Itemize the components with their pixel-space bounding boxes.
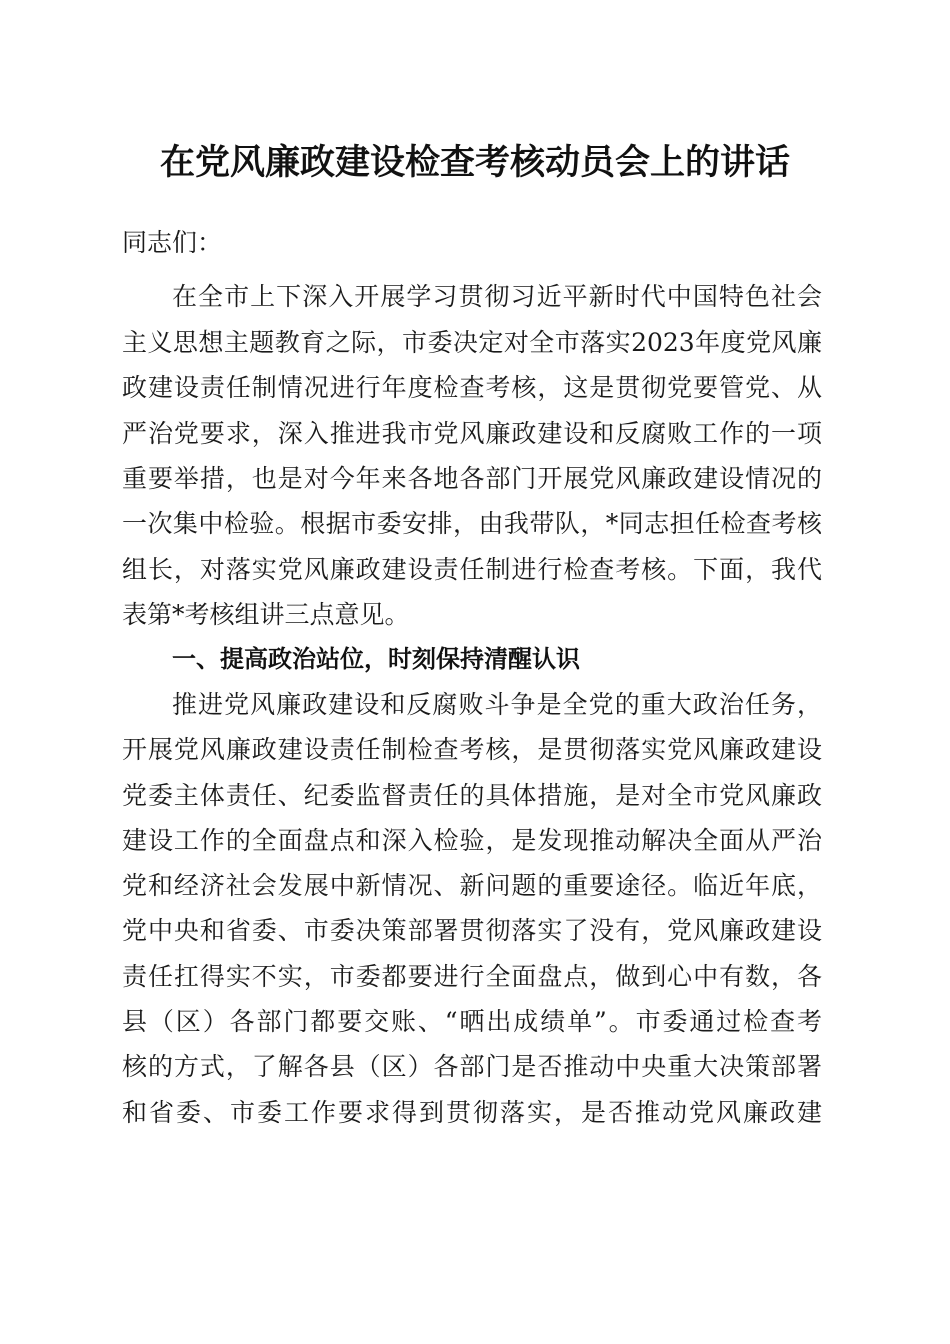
section-line: 党委主体责任、纪委监督责任的具体措施，是对全市党风廉政 — [122, 781, 822, 810]
section-line: 核的方式，了解各县（区）各部门是否推动中央重大决策部署 — [122, 1052, 822, 1081]
paragraph-line: 政建设责任制情况进行年度检查考核，这是贯彻党要管党、从 — [122, 373, 822, 402]
section-line: 开展党风廉政建设责任制检查考核，是贯彻落实党风廉政建设 — [122, 735, 822, 764]
section-line: 建设工作的全面盘点和深入检验，是发现推动解决全面从严治 — [122, 826, 822, 855]
paragraph-line: 组长，对落实党风廉政建设责任制进行检查考核。下面，我代 — [122, 555, 822, 584]
salutation: 同志们： — [122, 228, 223, 257]
section-line: 推进党风廉政建设和反腐败斗争是全党的重大政治任务， — [172, 690, 822, 719]
paragraph-line: 一次集中检验。根据市委安排，由我带队，*同志担任检查考核 — [122, 509, 822, 538]
section-line: 责任扛得实不实，市委都要进行全面盘点，做到心中有数，各 — [122, 962, 822, 991]
document-title: 在党风廉政建设检查考核动员会上的讲话 — [159, 143, 790, 183]
section-line: 和省委、市委工作要求得到贯彻落实，是否推动党风廉政建 — [122, 1098, 822, 1127]
paragraph-line: 主义思想主题教育之际，市委决定对全市落实2023年度党风廉 — [122, 328, 822, 357]
section-heading: 一、提高政治站位，时刻保持清醒认识 — [172, 645, 580, 673]
paragraph-line: 严治党要求，深入推进我市党风廉政建设和反腐败工作的一项 — [122, 419, 822, 448]
paragraph-line: 在全市上下深入开展学习贯彻习近平新时代中国特色社会 — [172, 282, 822, 311]
section-line: 党和经济社会发展中新情况、新问题的重要途径。临近年底， — [122, 871, 822, 900]
section-line: 党中央和省委、市委决策部署贯彻落实了没有，党风廉政建设 — [122, 916, 822, 945]
paragraph-line: 重要举措，也是对今年来各地各部门开展党风廉政建设情况的 — [122, 464, 822, 493]
paragraph-line: 表第*考核组讲三点意见。 — [122, 600, 410, 629]
section-line: 县（区）各部门都要交账、“晒出成绩单”。市委通过检查考 — [122, 1007, 822, 1036]
